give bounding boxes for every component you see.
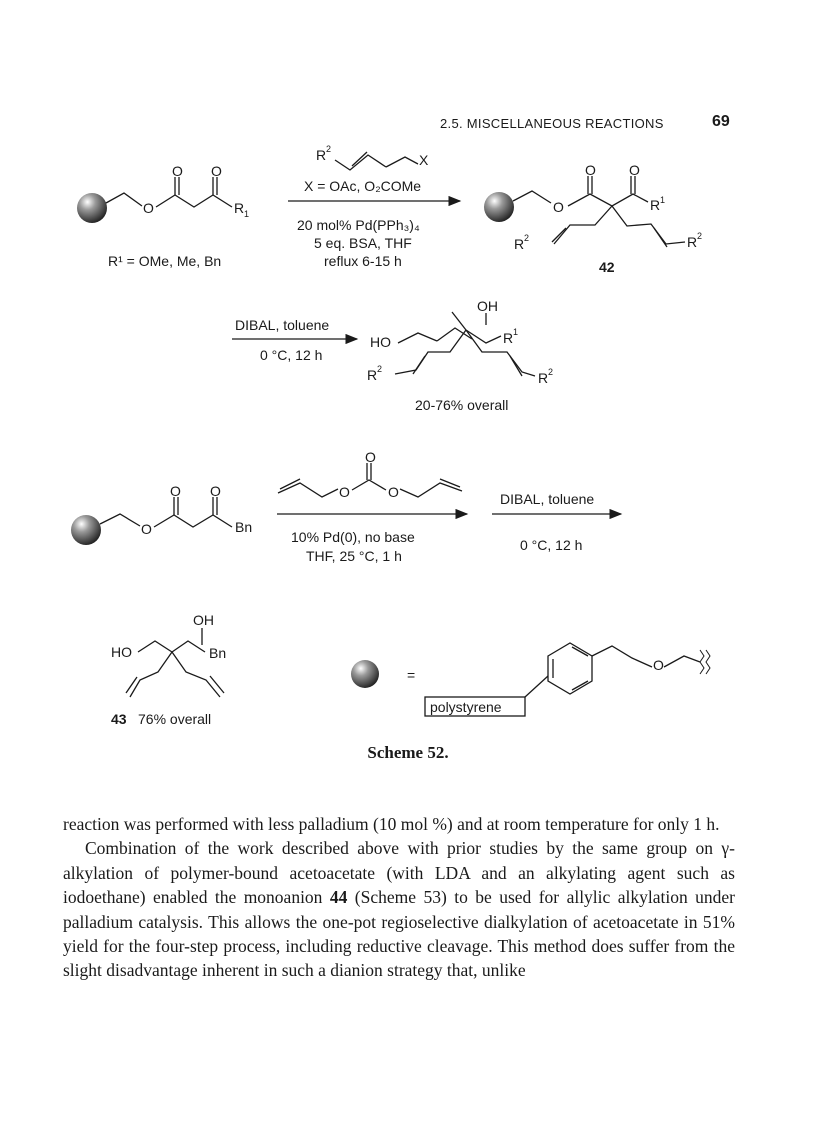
atom-o: O [170, 483, 181, 499]
equals-sign: = [407, 667, 416, 683]
scheme-caption: Scheme 52. [367, 743, 449, 762]
atom-o: O [339, 484, 350, 500]
resin-bead [484, 192, 514, 222]
catalyst-label: 10% Pd(0), no base [291, 529, 415, 545]
atom-r2: R [514, 236, 525, 252]
atom-r1: R [503, 330, 514, 346]
compound-42-label: 42 [599, 259, 615, 275]
dibal-label: DIBAL, toluene [500, 491, 595, 507]
sup-2: 2 [377, 364, 383, 374]
yield-label: 76% overall [138, 711, 212, 727]
r1-definition: R¹ = OMe, Me, Bn [108, 253, 222, 269]
atom-o: O [172, 163, 183, 179]
atom-o: O [210, 483, 221, 499]
atom-r2: R [316, 147, 327, 163]
x-definition: X = OAc, O₂COMe [304, 178, 422, 194]
conditions-label: 0 °C, 12 h [520, 537, 583, 553]
atom-ho: HO [111, 644, 132, 660]
page-number: 69 [712, 113, 730, 130]
resin-bead [71, 515, 101, 545]
resin-bead [77, 193, 107, 223]
sup-2: 2 [548, 367, 554, 377]
conditions-label: THF, 25 °C, 1 h [306, 548, 402, 564]
atom-o: O [553, 199, 564, 215]
sup-2: 2 [697, 231, 703, 241]
atom-r1: R [650, 197, 661, 213]
atom-o: O [211, 163, 222, 179]
paragraph: Combination of the work described above with prior studies by the same group on γ-alkylation of polymer-bound acetoacetate (with LDA and an alkylating agent such as iodoethane) enabled the monoanion 44 (Scheme 53) to be used for allylic alkylation under palladium catalysis. This allows the one-pot regioselective dialkylation of acetoacetate in 51% yield for the four-step process, including reductive cleavage. This method does suffer from the slight disadvantage inherent in such a dianion strategy that, unlike [63, 838, 735, 981]
atom-r2: R [538, 370, 549, 386]
atom-o: O [629, 162, 640, 178]
atom-oh: OH [477, 298, 498, 314]
atom-o: O [365, 449, 376, 465]
sup-1: 1 [660, 195, 666, 205]
sup-1: 1 [513, 327, 519, 337]
atom-o: O [388, 484, 399, 500]
section-title: 2.5. MISCELLANEOUS REACTIONS [440, 116, 664, 131]
additive-label: 5 eq. BSA, THF [314, 235, 412, 251]
atom-bn: Bn [235, 519, 253, 535]
atom-ho: HO [370, 334, 391, 350]
sup-2: 2 [326, 144, 332, 154]
reagent-x: X [419, 152, 429, 168]
polystyrene-label: polystyrene [430, 699, 502, 715]
atom-o: O [143, 200, 154, 216]
sup-2: 2 [524, 233, 530, 243]
catalyst-label: 20 mol% Pd(PPh₃)₄ [297, 217, 420, 233]
dibal-label: DIBAL, toluene [235, 317, 330, 333]
conditions-label: reflux 6-15 h [324, 253, 402, 269]
yield-label: 20-76% overall [415, 397, 509, 413]
atom-bn: Bn [209, 645, 227, 661]
atom-r2: R [687, 234, 698, 250]
conditions-label: 0 °C, 12 h [260, 347, 323, 363]
body-text [63, 812, 735, 983]
paragraph: reaction was performed with less palladium (10 mol %) and at room temperature for only 1 h. [63, 814, 720, 834]
atom-o: O [585, 162, 596, 178]
resin-bead-legend [351, 660, 379, 688]
compound-43-label: 43 [111, 711, 127, 727]
atom-oh: OH [193, 612, 214, 628]
atom-r1: R [234, 200, 245, 216]
atom-o: O [653, 657, 664, 673]
compound-ref-44: 44 [329, 887, 348, 908]
sub-1: 1 [244, 209, 250, 219]
atom-r2: R [367, 367, 378, 383]
atom-o: O [141, 521, 152, 537]
